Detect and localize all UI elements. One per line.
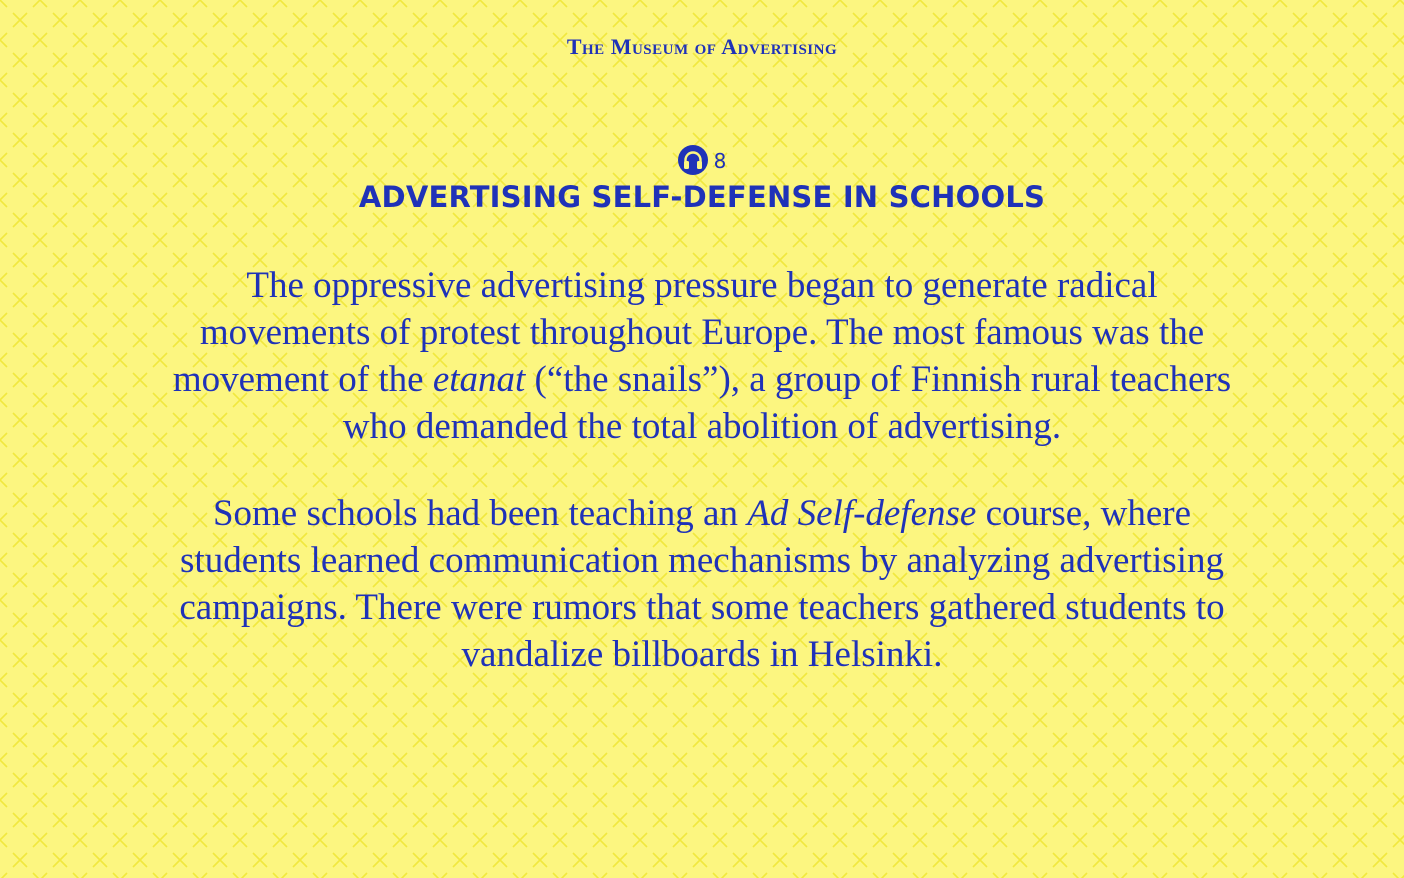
audio-stop-marker[interactable] (0, 145, 1404, 175)
paragraph-1-italic-term: etanat (432, 359, 526, 400)
paragraph-1-text-b: (“the snails”), a group of Finnish rural teachers who demanded the total abolition of advertising. (342, 359, 1232, 447)
headphones-icon[interactable] (678, 145, 708, 175)
body-paragraph-1 (170, 262, 1234, 450)
paragraph-2-text-a: Some schools had been teaching an (212, 493, 748, 534)
paragraph-1-text-a: The oppressive advertising pressure began to generate radical movements of protest throughout Europe. The most famous was the movement of the (172, 265, 1205, 400)
body-paragraph-2 (170, 490, 1234, 678)
stop-number: 8 (713, 149, 727, 173)
paragraph-2-italic-term: Ad Self-defense (747, 493, 977, 534)
paragraph-2-text-b: course, where students learned communication mechanisms by analyzing advertising campaigns. There were rumors that some teachers gathered students to vandalize billboards in Helsinki. (179, 493, 1225, 675)
museum-title: The Museum of Advertising (566, 34, 838, 59)
section-heading: ADVERTISING SELF-DEFENSE IN SCHOOLS (358, 180, 1046, 214)
